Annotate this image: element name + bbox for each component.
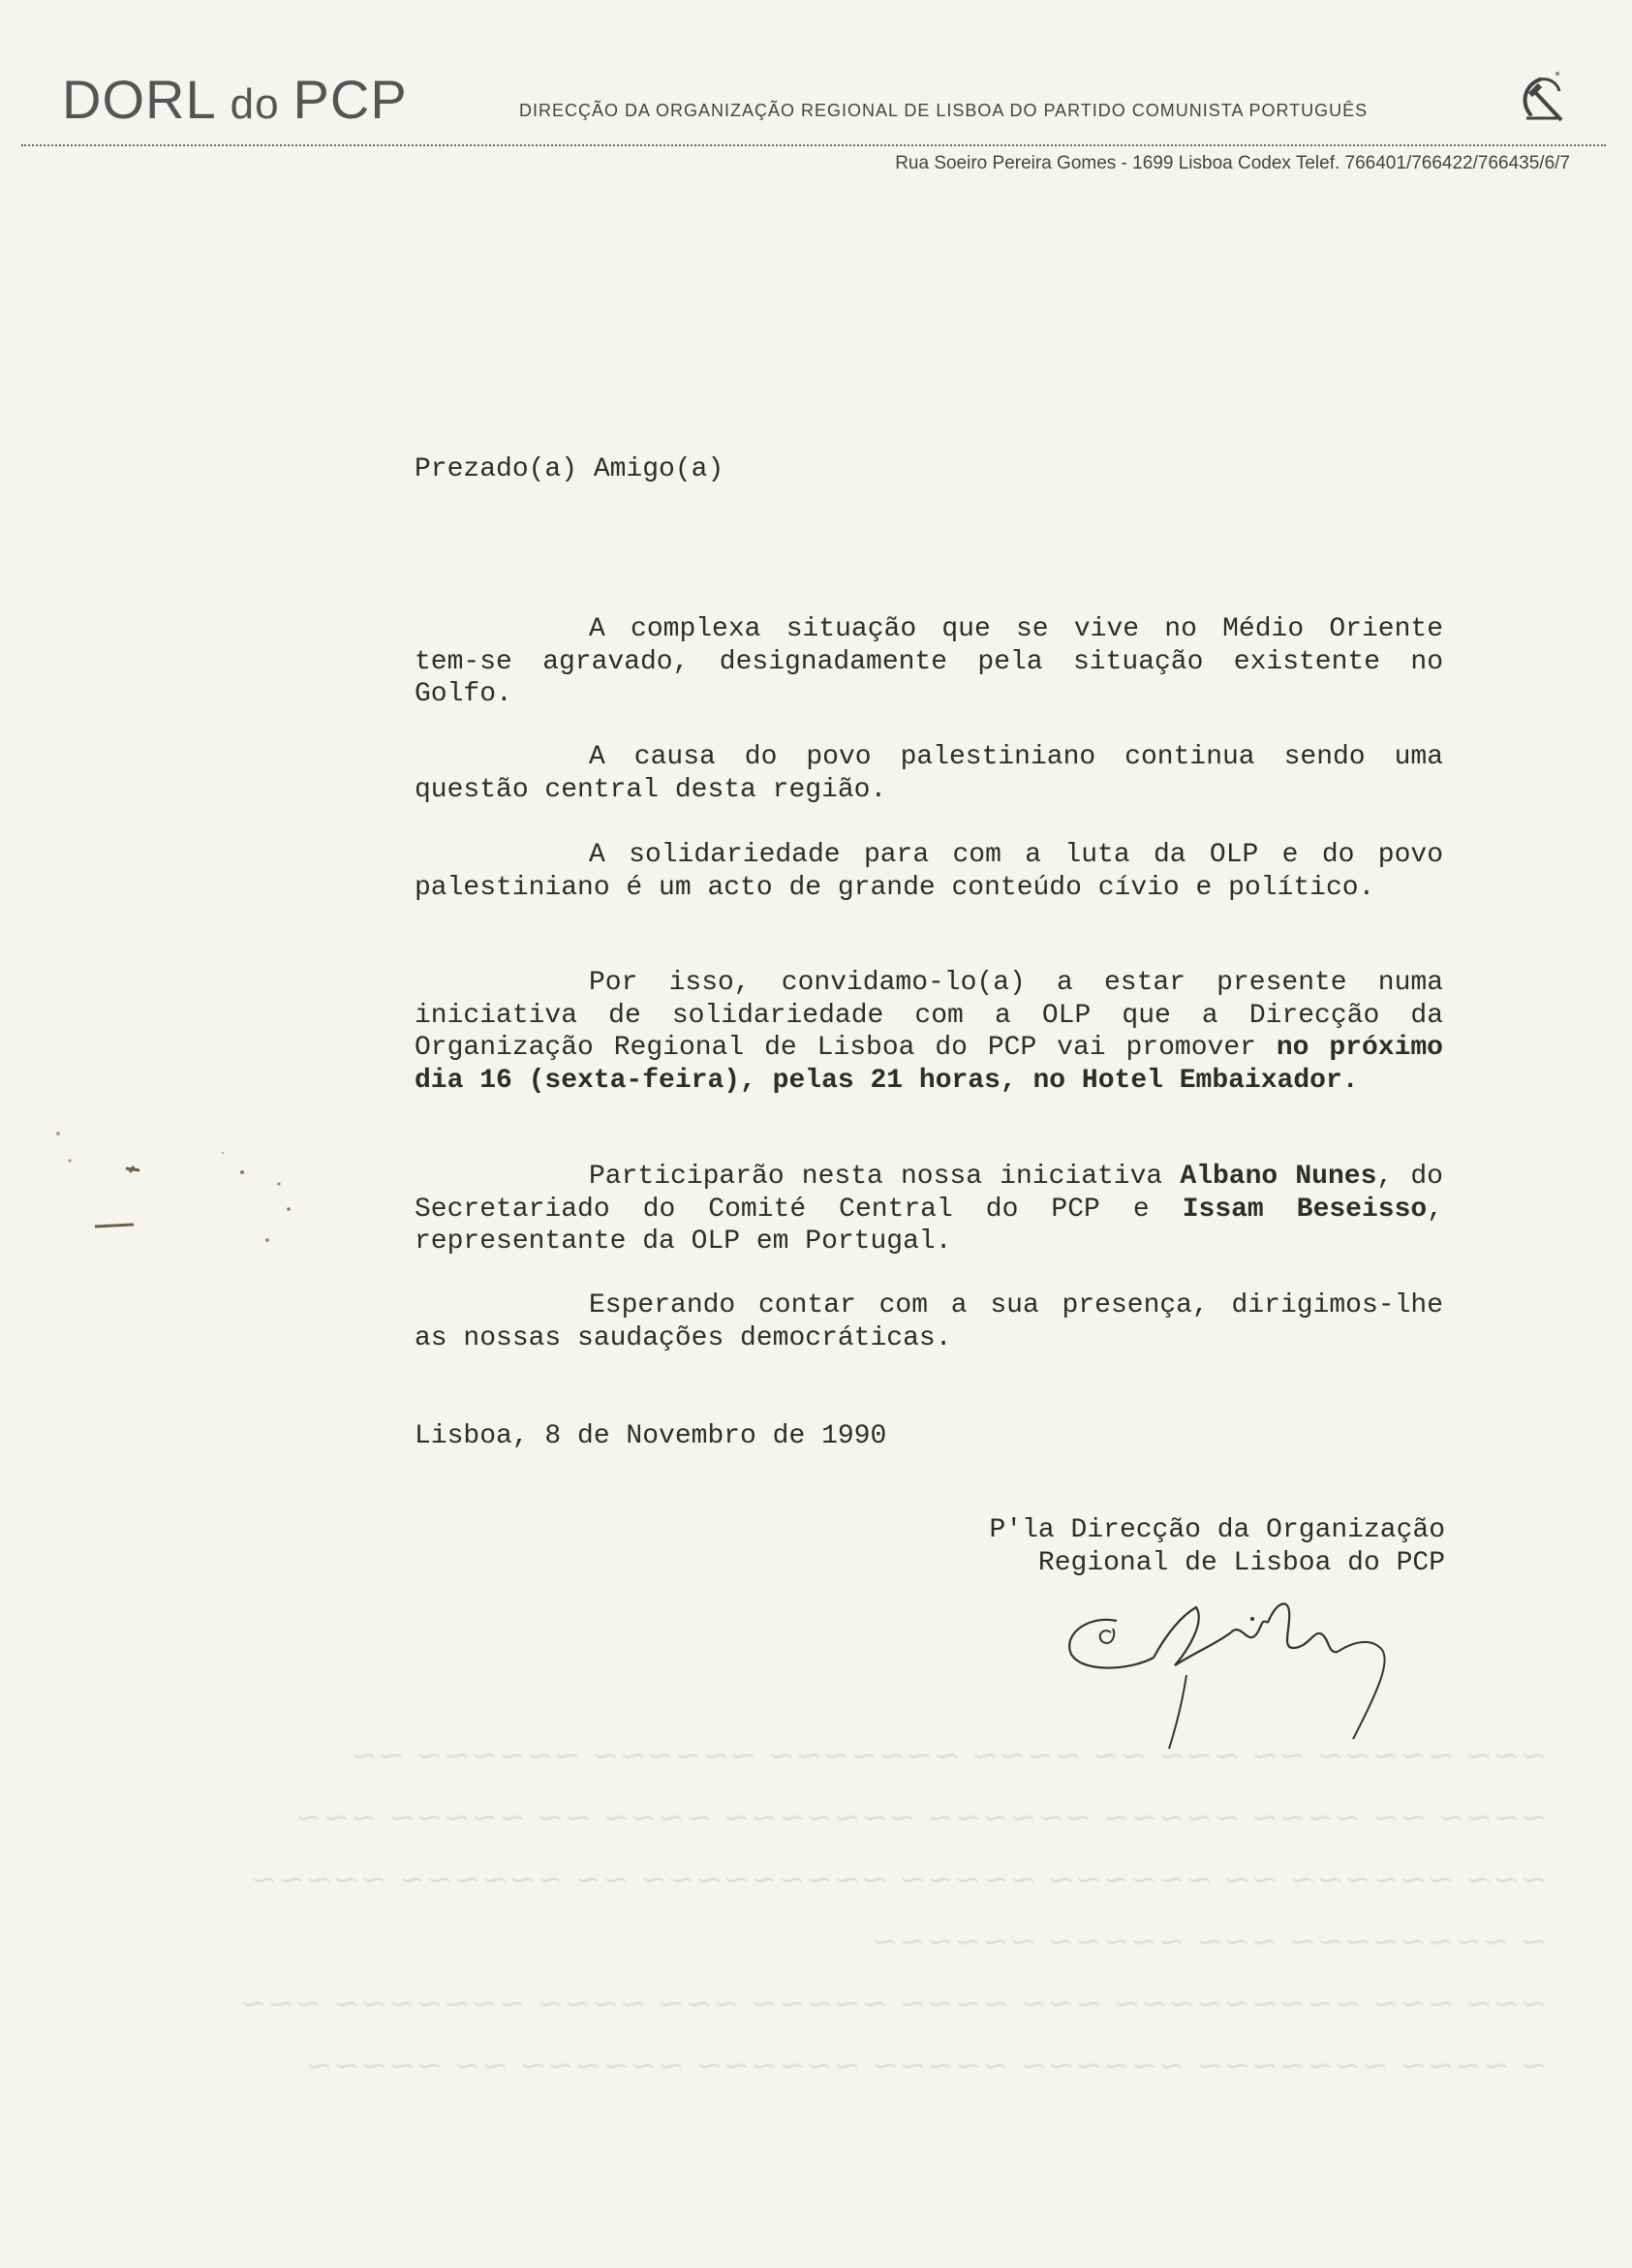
- hammer-sickle-icon: [1519, 70, 1569, 128]
- paragraph-3: A solidariedade para com a luta da OLP e do povo palestiniano é um acto de grande conteúdo cívio e político.: [415, 840, 1443, 903]
- greeting: Prezado(a) Amigo(a): [415, 454, 724, 484]
- paragraph-5-text-c: , representante da OLP em Portugal.: [415, 1194, 1443, 1257]
- paragraph-5: [415, 1161, 1443, 1258]
- reverse-side-show-through: ~~~ ~~~~~ ~~ ~~~ ~~ ~~~~ ~~~~~~~ ~~~~~~ ~~~~~~ ~~ ~~~~ ~~ ~~~~ ~~~~~ ~~~~~~ ~~~~~~~ ~~~~ ~~ ~~~~~ ~~~ ~~~ ~~~~~~ ~~ ~~~~~~ ~~~~~ ~~~~~~~~~ ~~ ~~~~~~ ~~~~~ ~ ~~~~~~~~ ~~~ ~~~~~ ~~~~~~ ~~~ ~~~ ~~~~~~~~~ ~~~ ~~~~ ~~~~~ ~~~ ~~~~ ~~~~~~~ ~~~ ~ ~~~~ ~~~~~~~ ~~~~~~ ~~~~~ ~~~~~~ ~~~~~~ ~~ ~~~~~: [239, 1736, 1548, 2085]
- speaker-name-2: Issam Beseisso: [1182, 1194, 1428, 1225]
- letterhead-brand: [62, 68, 408, 131]
- event-details: no próximo dia 16 (sexta-feira), pelas 21 horas, no Hotel Embaixador.: [415, 1033, 1443, 1096]
- brand-pcp: PCP: [293, 69, 408, 130]
- brand-dorl: DORL: [62, 69, 217, 130]
- paper-stains: [48, 1114, 310, 1250]
- sign-off-line-2: Regional de Lisboa do PCP: [1037, 1547, 1445, 1578]
- paragraph-5-text-a: Participarão nesta nossa iniciativa: [589, 1162, 1181, 1192]
- letterhead-divider: [21, 144, 1606, 146]
- letterhead-address: Rua Soeiro Pereira Gomes - 1699 Lisboa Codex Telef. 766401/766422/766435/6/7: [895, 153, 1570, 173]
- sign-off: [891, 1514, 1445, 1579]
- paragraph-1: A complexa situação que se vive no Médio Oriente tem-se agravado, designadamente pela situação existente no Golfo.: [415, 614, 1443, 709]
- paragraph-4: [415, 967, 1443, 1097]
- paragraph-4-text: Por isso, convidamo-lo(a) a estar presente numa iniciativa de solidariedade com a OLP que a Direcção da Organização Regional de Lisboa do PCP vai promover: [415, 968, 1443, 1063]
- letter-date: Lisboa, 8 de Novembro de 1990: [415, 1421, 887, 1451]
- brand-do: do: [230, 80, 280, 128]
- letterhead-organization: DIRECÇÃO DA ORGANIZAÇÃO REGIONAL DE LISBOA DO PARTIDO COMUNISTA PORTUGUÊS: [519, 101, 1369, 120]
- sign-off-line-1: P'la Direcção da Organização: [989, 1515, 1445, 1545]
- paragraph-6: Esperando contar com a sua presença, dirigimos-lhe as nossas saudações democráticas.: [415, 1290, 1443, 1353]
- speaker-name-1: Albano Nunes: [1180, 1162, 1377, 1192]
- paragraph-2: A causa do povo palestiniano continua sendo uma questão central desta região.: [415, 742, 1443, 805]
- paragraph-5-text-b: , do Secretariado do Comité Central do PCP e: [415, 1162, 1443, 1225]
